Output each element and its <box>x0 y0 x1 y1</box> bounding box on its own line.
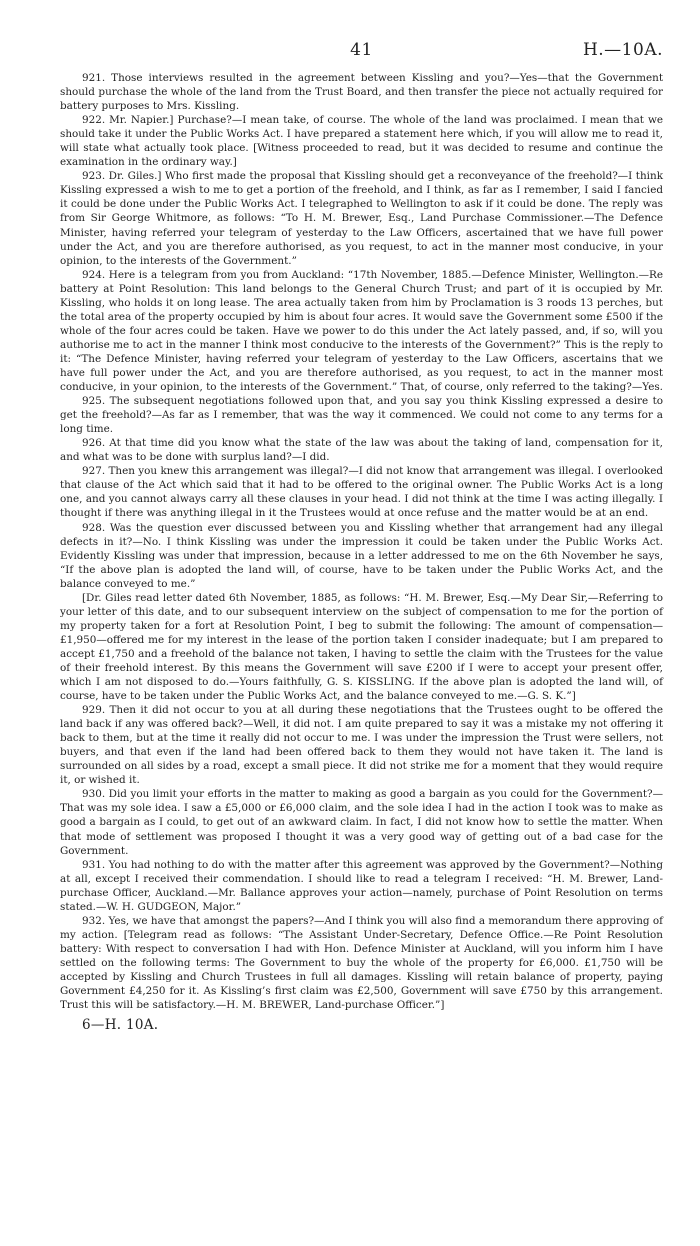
page-header <box>60 40 663 68</box>
paragraph-926: 926. At that time did you know what the state of the law was about the taking of land, compensation for it, and what was to be done with surplus land?—I did. <box>60 437 663 464</box>
paragraph-932: 932. Yes, we have that amongst the papers?—And I think you will also find a memorandum there approving of my action. [Telegram read as follows: “The Assistant Under-Secretary, Defence Office.—Re Point Resolution battery: With respect to conversation I had with Hon. Defence Minister at Auckland, will you inform him I have settled on the following terms: The Government to buy the whole of the property for £6,000. £1,750 will be accepted by Kissling and Church Trustees in full all damages. Kissling will retain balance of property, paying Government £4,250 for it. As Kissling’s first claim was £2,500, Government will save £750 by this arrangement. Trust this will be satisfactory.—H. M. BREWER, Land-purchase Officer.”] <box>60 914 663 1012</box>
paragraph-924: 924. Here is a telegram from you from Auckland: “17th November, 1885.—Defence Minister, Wellington.—Re battery at Point Resolution: This land belongs to the General Church Trust; and part of it is occupied by Mr. Kissling, who holds it on long lease. The area actually taken from him by Proclamation is 3 roods 13 perches, but the total area of the property occupied by him is about four acres. It would save the Government some £500 if the whole of the four acres could be taken. Have we power to do this under the Act lately passed, and, if so, will you authorise me to act in the manner I think most conducive to the interests of the Government?” This is the reply to it: “The Defence Minister, having referred your telegram of yesterday to the Law Officers, ascertains that we have full power under the Act, and you are therefore authorised, as you request, to act in the manner most conducive, in your opinion, to the interests of the Government.” That, of course, only referred to the taking?—Yes. <box>60 268 663 394</box>
paragraph-925: 925. The subsequent negotiations followed upon that, and you say you think Kissling expressed a desire to get the freehold?—As far as I remember, that was the way it commenced. We could not come to any terms for a long time. <box>60 395 663 436</box>
document-reference: H.—10A. <box>582 40 663 60</box>
paragraph-930: 930. Did you limit your efforts in the matter to making as good a bargain as you could for the Government?—That was my sole idea. I saw a £5,000 or £6,000 claim, and the sole idea I had in the action I took was to make as good a bargain as I could, to get out of an awkward claim. In fact, I did not know how to settle the matter. When that mode of settlement was proposed I thought it was a very good way of getting out of a bad case for the Government. <box>60 788 663 857</box>
paragraph-928: 928. Was the question ever discussed between you and Kissling whether that arrangement had any illegal defects in it?—No. I think Kissling was under the impression it could be taken under the Public Works Act. Evidently Kissling was under that impression, because in a letter addressed to me on the 6th November he says, “If the above plan is adopted the land will, of course, have to be taken under the Public Works Act, and the balance conveyed to me.” <box>60 521 663 590</box>
page-number: 41 <box>350 40 373 60</box>
paragraph-931: 931. You had nothing to do with the matter after this agreement was approved by the Government?—Nothing at all, except I received their commendation. I should like to read a telegram I received: “H. M. Brewer, Land-purchase Officer, Auckland.—Mr. Ballance approves your action—namely, purchase of Point Resolution on terms stated.—W. H. GUDGEON, Major.” <box>60 858 663 913</box>
paragraph-929: 929. Then it did not occur to you at all during these negotiations that the Trustees ought to be offered the land back if any was offered back?—Well, it did not. I am quite prepared to say it was a mistake my not offering it back to them, but at the time it really did not occur to me. I was under the impression the Trust were sellers, not buyers, and that even if the land had been offered back to them they would not have taken it. The land is surrounded on all sides by a road, except a small piece. It did not strike me for a moment that they would require it, or wished it. <box>60 704 663 787</box>
quoted-letter: [Dr. Giles read letter dated 6th November, 1885, as follows: “H. M. Brewer, Esq.—My Dear Sir,—Referring to your letter of this date, and to our subsequent interview on the subject of compensation to me for the portion of my property taken for a fort at Resolution Point, I beg to submit the following: The amount of compensation—£1,950—offered me for my interest in the lease of the portion taken I consider inadequate; but I am prepared to accept £1,750 and a freehold of the balance not taken, I having to settle the claim with the Trustees for the value of their freehold interest. By this means the Government will save £200 if I were to accept your present offer, which I am not disposed to do.—Yours faithfully, G. S. KISSLING. If the above plan is adopted the land will, of course, have to be taken under the Public Works Act, and the balance conveyed to me.—G. S. K.”] <box>60 591 663 703</box>
paragraph-927: 927. Then you knew this arrangement was illegal?—I did not know that arrangement was illegal. I overlooked that clause of the Act which said that it had to be offered to the original owner. The Public Works Act is a long one, and you cannot always carry all these clauses in your head. I did not think at the time I was acting illegally. I thought if there was anything illegal in it the Trustees would at once refuse and the matter would be at an end. <box>60 465 663 520</box>
paragraph-923: 923. Dr. Giles.] Who first made the proposal that Kissling should get a reconveyance of the freehold?—I think Kissling expressed a wish to me to get a portion of the freehold, and I think, as far as I remember, I said I fancied it could be done under the Public Works Act. I telegraphed to Wellington to ask if it could be done. The reply was from Sir George Whitmore, as follows: “To H. M. Brewer, Esq., Land Purchase Commissioner.—The Defence Minister, having referred your telegram of yesterday to the Law Officers, ascertained that we have full power under the Act, and you are therefore authorised, as you request, to act in the manner most conducive, in your opinion, to the interests of the Government.” <box>60 170 663 267</box>
paragraph-921: 921. Those interviews resulted in the agreement between Kissling and you?—Yes—that the Government should purchase the whole of the land from the Trust Board, and then transfer the piece not actually required for battery purposes to Mrs. Kissling. <box>60 72 663 113</box>
document-body <box>60 71 663 1012</box>
paragraph-922: 922. Mr. Napier.] Purchase?—I mean take, of course. The whole of the land was proclaimed. I mean that we should take it under the Public Works Act. I have prepared a statement here which, if you will allow me to read it, will state what actually took place. [Witness proceeded to read, but it was decided to resume and continue the examination in the ordinary way.] <box>60 114 663 169</box>
signature-mark: 6—H. 10A. <box>82 1017 159 1034</box>
